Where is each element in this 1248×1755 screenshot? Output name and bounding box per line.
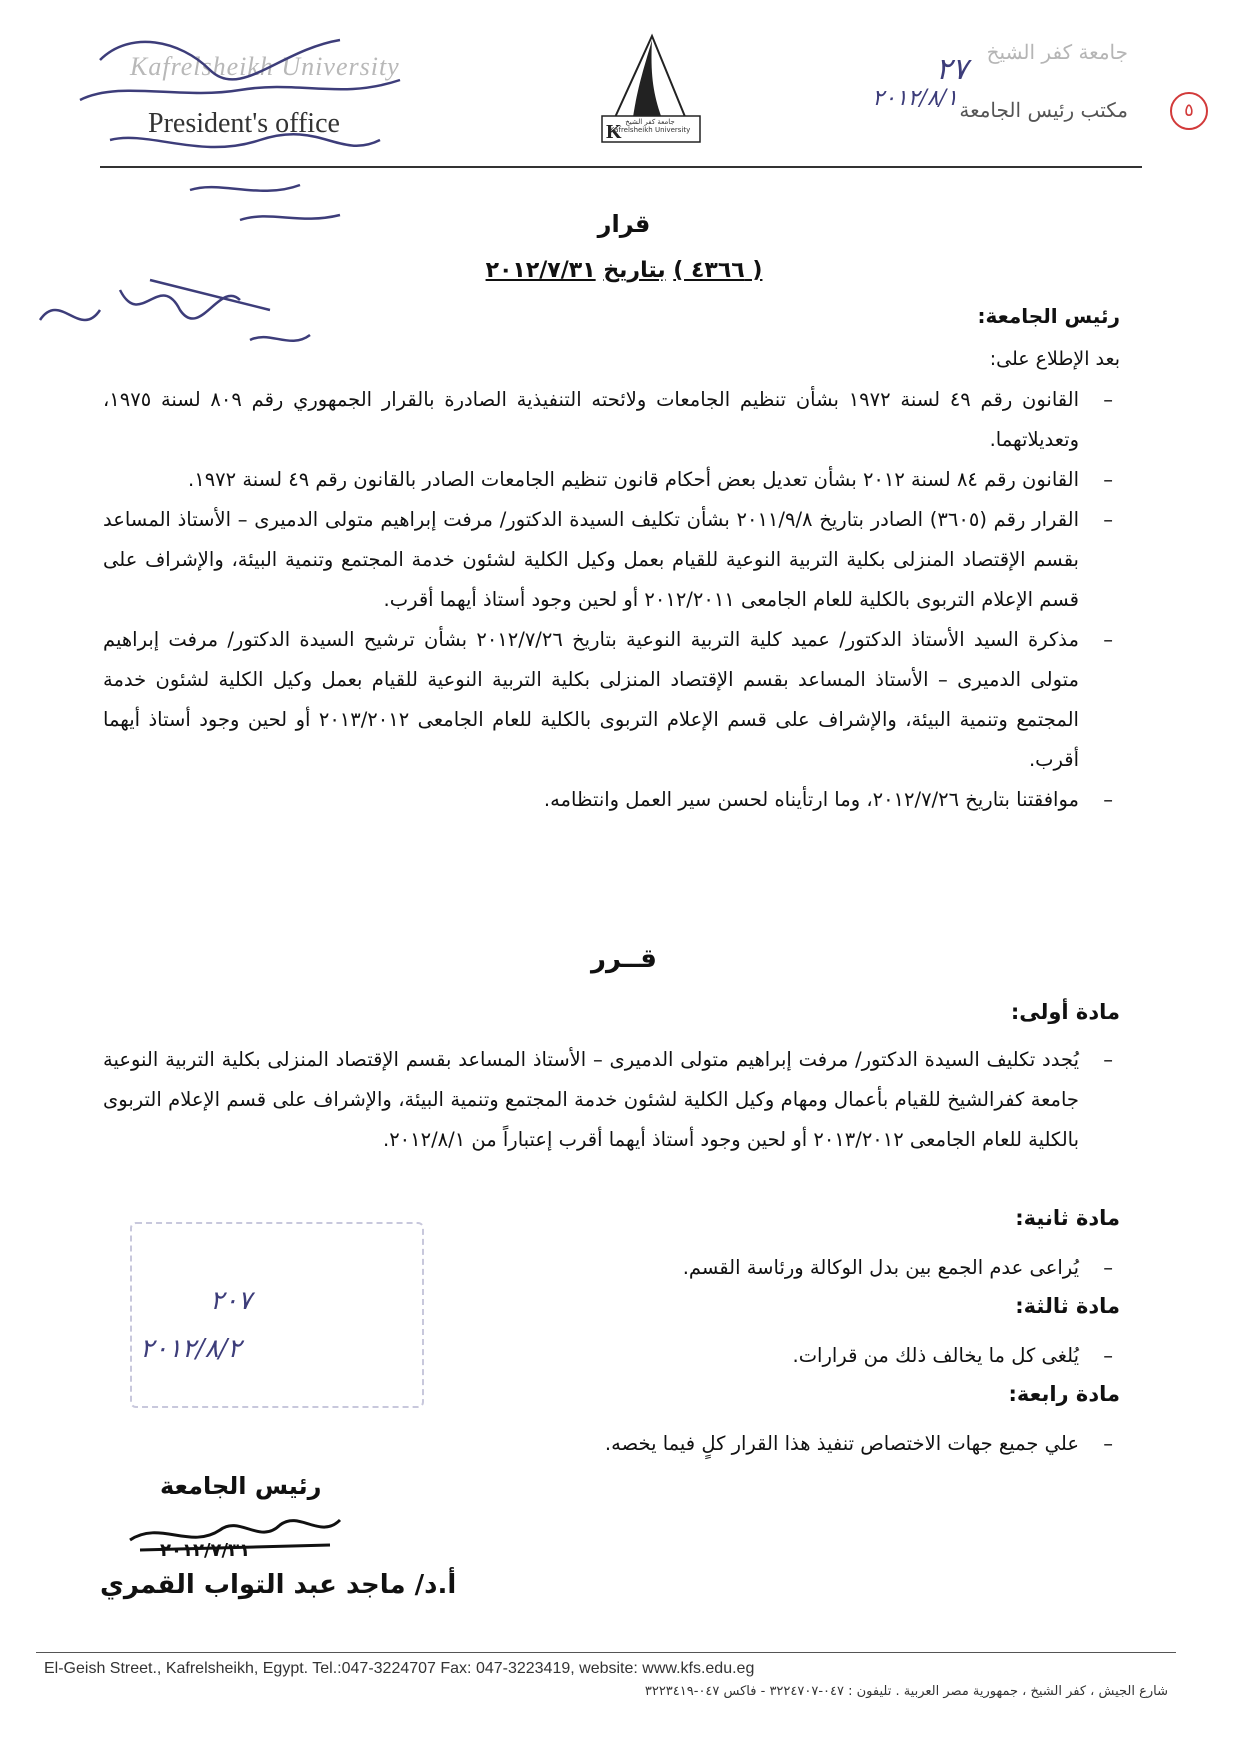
- decision-number-line: [0, 258, 1248, 283]
- incoming-stamp: [130, 1222, 424, 1408]
- handwritten-annotation-icon: [40, 10, 440, 240]
- article-4-text: علي جميع جهات الاختصاص تنفيذ هذا القرار كلٍ فيما يخصه.: [604, 1432, 1079, 1455]
- decision-date: ٢٠١٢/٧/٣١: [485, 258, 596, 283]
- article-3-text: يُلغى كل ما يخالف ذلك من قرارات.: [792, 1344, 1079, 1367]
- preamble-item-text: موافقتنا بتاريخ ٢٠١٢/٧/٢٦، وما ارتأيناه لحسن سير العمل وانتظامه.: [543, 788, 1079, 811]
- stamp-date: ٢٠١٢/٨/٢: [140, 1334, 242, 1364]
- article-2-label: مادة ثانية:: [1015, 1206, 1120, 1230]
- footer-address-ar: شارع الجيش ، كفر الشيخ ، جمهورية مصر العربية . تليفون : ٠٤٧-٣٢٢٤٧٠٧ - فاكس ٠٤٧-٣٢٢٣٤١٩: [644, 1684, 1168, 1699]
- signature-title: رئيس الجامعة: [160, 1472, 322, 1500]
- preamble-list: [103, 380, 1113, 820]
- decision-title: قرار: [597, 210, 651, 238]
- article-3-label: مادة ثالثة:: [1015, 1294, 1120, 1318]
- office-name-ar: مكتب رئيس الجامعة: [959, 98, 1128, 122]
- preamble-item-text: مذكرة السيد الأستاذ الدكتور/ عميد كلية التربية النوعية بتاريخ ٢٠١٢/٧/٢٦ بشأن ترشيح السيدة الدكتور/ مرفت إبراهيم متولى الدميرى – الأستاذ المساعد بقسم الإقتصاد المنزلى بكلية التربية النوعية للقيام بعمل وكيل الكلية لشئون خدمة المجتمع وتنمية البيئة، والإشراف على قسم الإعلام التربوى بالكلية للعام الجامعى ٢٠١٣/٢٠١٢ أو لحين وجود أستاذ أيهما أقرب.: [103, 628, 1079, 771]
- article-3-item: – يُلغى كل ما يخالف ذلك من قرارات.: [792, 1344, 1113, 1367]
- preamble-item-text: القانون رقم ٤٩ لسنة ١٩٧٢ بشأن تنظيم الجامعات ولائحته التنفيذية الصادرة بالقرار الجمهوري رقم ٨٠٩ لسنة ١٩٧٥، وتعديلاتهما.: [103, 388, 1080, 451]
- office-name-en: President's office: [148, 108, 340, 139]
- university-name-en: Kafrelsheikh University: [130, 52, 400, 81]
- logo-caption-en: Kafrelsheikh University: [609, 126, 691, 134]
- article-1-text: يُجدد تكليف السيدة الدكتور/ مرفت إبراهيم متولى الدميرى – الأستاذ المساعد بقسم الإقتصاد المنزلى بكلية التربية النوعية جامعة كفرالشيخ للقيام بأعمال ومهام وكيل الكلية لشئون خدمة المجتمع وتنمية البيئة، والإشراف على قسم الإعلام التربوى بالكلية للعام الجامعى ٢٠١٣/٢٠١٢ أو لحين وجود أستاذ أيهما أقرب إعتباراً من ٢٠١٢/٨/١.: [103, 1048, 1079, 1151]
- article-2-text: يُراعى عدم الجمع بين بدل الوكالة ورئاسة القسم.: [682, 1256, 1079, 1279]
- footer-divider: [36, 1652, 1176, 1653]
- decision-date-label: بتاريخ: [603, 258, 666, 283]
- svg-text:K: K: [606, 121, 622, 143]
- article-1-item: – يُجدد تكليف السيدة الدكتور/ مرفت إبراهيم متولى الدميرى – الأستاذ المساعد بقسم الإقتصاد المنزلى بكلية التربية النوعية جامعة كفرالشيخ للقيام بأعمال ومهام وكيل الكلية لشئون خدمة المجتمع وتنمية البيئة، والإشراف على قسم الإعلام التربوى بالكلية للعام الجامعى ٢٠١٣/٢٠١٢ أو لحين وجود أستاذ أيهما أقرب إعتباراً من ٢٠١٢/٨/١.: [103, 1048, 1113, 1151]
- president-label: رئيس الجامعة:: [977, 304, 1120, 328]
- logo-caption: [600, 118, 700, 134]
- page-number-circle: ٥: [1170, 92, 1208, 130]
- intro-label: بعد الإطلاع على:: [989, 348, 1120, 370]
- stamp-number: ٢٠٧: [210, 1286, 252, 1316]
- article-1-label: مادة أولى:: [1010, 1000, 1120, 1024]
- preamble-item: – موافقتنا بتاريخ ٢٠١٢/٧/٢٦، وما ارتأيناه لحسن سير العمل وانتظامه.: [543, 788, 1113, 811]
- signature-date: ٢٠١٢/٧/٣١: [160, 1540, 251, 1561]
- preamble-item-text: القرار رقم (٣٦٠٥) الصادر بتاريخ ٢٠١١/٩/٨ بشأن تكليف السيدة الدكتور/ مرفت إبراهيم متولى الدميرى – الأستاذ المساعد بقسم الإقتصاد المنزلى بكلية التربية النوعية للقيام بعمل وكيل الكلية لشئون خدمة المجتمع وتنمية البيئة، والإشراف على قسم الإعلام التربوى بالكلية للعام الجامعى ٢٠١٢/٢٠١١ أو لحين وجود أستاذ أيهما أقرب.: [103, 508, 1079, 611]
- header-divider: [100, 166, 1142, 168]
- preamble-item: – القانون رقم ٤٩ لسنة ١٩٧٢ بشأن تنظيم الجامعات ولائحته التنفيذية الصادرة بالقرار الجمهوري رقم ٨٠٩ لسنة ١٩٧٥، وتعديلاتهما.: [103, 388, 1113, 451]
- article-4-item: – علي جميع جهات الاختصاص تنفيذ هذا القرار كلٍ فيما يخصه.: [604, 1432, 1113, 1455]
- handwritten-ref-number: ٢٧: [935, 52, 968, 87]
- ruling-title: قــرر: [591, 944, 657, 974]
- handwritten-ref-date: ٢٠١٢/٨/١: [872, 86, 958, 111]
- preamble-item: – القرار رقم (٣٦٠٥) الصادر بتاريخ ٢٠١١/٩/٨ بشأن تكليف السيدة الدكتور/ مرفت إبراهيم متولى الدميرى – الأستاذ المساعد بقسم الإقتصاد المنزلى بكلية التربية النوعية للقيام بعمل وكيل الكلية لشئون خدمة المجتمع وتنمية البيئة، والإشراف على قسم الإعلام التربوى بالكلية للعام الجامعى ٢٠١٢/٢٠١١ أو لحين وجود أستاذ أيهما أقرب.: [103, 508, 1113, 611]
- article-2-item: – يُراعى عدم الجمع بين بدل الوكالة ورئاسة القسم.: [682, 1256, 1113, 1279]
- university-name-ar: جامعة كفر الشيخ: [986, 40, 1128, 64]
- preamble-item: – مذكرة السيد الأستاذ الدكتور/ عميد كلية التربية النوعية بتاريخ ٢٠١٢/٧/٢٦ بشأن ترشيح السيدة الدكتور/ مرفت إبراهيم متولى الدميرى – الأستاذ المساعد بقسم الإقتصاد المنزلى بكلية التربية النوعية للقيام بعمل وكيل الكلية لشئون خدمة المجتمع وتنمية البيئة، والإشراف على قسم الإعلام التربوى بالكلية للعام الجامعى ٢٠١٣/٢٠١٢ أو لحين وجود أستاذ أيهما أقرب.: [103, 628, 1113, 771]
- logo-caption-ar: جامعة كفر الشيخ: [625, 118, 675, 126]
- preamble-item: – القانون رقم ٨٤ لسنة ٢٠١٢ بشأن تعديل بعض أحكام قانون تنظيم الجامعات الصادر بالقانون رقم ٤٩ لسنة ١٩٧٢.: [188, 468, 1113, 491]
- preamble-item-text: القانون رقم ٨٤ لسنة ٢٠١٢ بشأن تعديل بعض أحكام قانون تنظيم الجامعات الصادر بالقانون رقم ٤٩ لسنة ١٩٧٢.: [188, 468, 1079, 491]
- decision-number: ( ٤٣٦٦ ): [673, 258, 763, 283]
- footer-address-en: El-Geish Street., Kafrelsheikh, Egypt. Tel.:047-3224707 Fax: 047-3223419, website: www.kfs.edu.eg: [44, 1660, 755, 1677]
- article-4-label: مادة رابعة:: [1008, 1382, 1120, 1406]
- signatory-name: أ.د/ ماجد عبد التواب القمري: [100, 1570, 457, 1600]
